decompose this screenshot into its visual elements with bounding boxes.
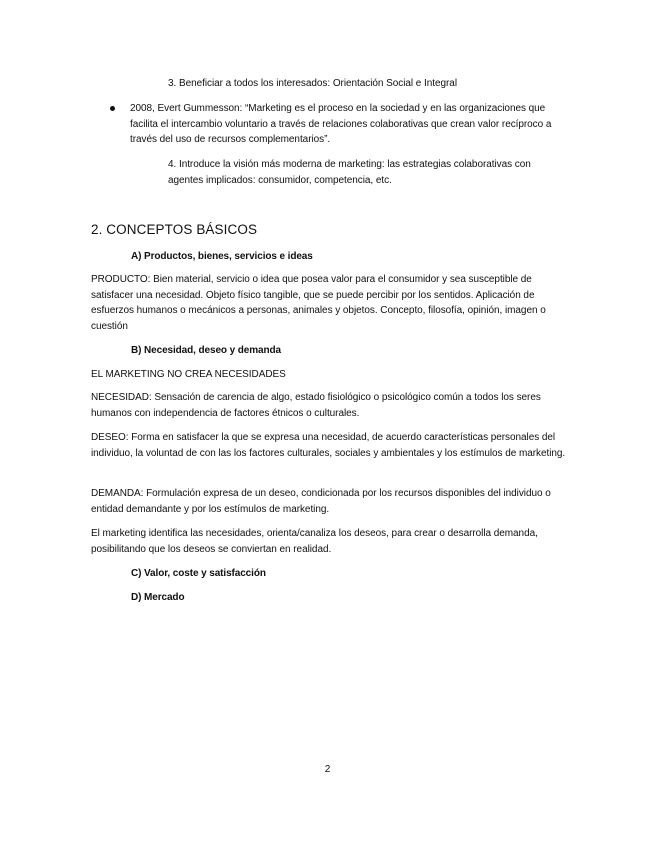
marketing-identifica: El marketing identifica las necesidades, orienta/canaliza los deseos, para crear o desarrolla demanda, posibilitando que los deseos se conviertan en realidad. (91, 528, 538, 555)
demanda-definition: DEMANDA: Formulación expresa de un deseo, condicionada por los recursos disponibles del individuo o entidad demandante y por los estímulos de marketing. (91, 488, 551, 515)
list-item-4: 4. Introduce la visión más moderna de marketing: las estrategias colaborativas con agentes implicados: consumidor, competencia, etc. (168, 159, 531, 186)
gummesson-definition: 2008, Evert Gummesson: “Marketing es el proceso en la sociedad y en las organizaciones que facilita el intercambio voluntario a través de relaciones colaborativas que crean valor recíproco a través del uso de recursos complementarios”. (130, 103, 552, 146)
deseo-definition: DESEO: Forma en satisfacer la que se expresa una necesidad, de acuerdo características personales del individuo, la voluntad de con las los factores culturales, sociales y ambientales y los estímulos de marketing. (91, 432, 566, 459)
no-crea-necesidades: EL MARKETING NO CREA NECESIDADES (91, 369, 286, 380)
section-title: 2. CONCEPTOS BÁSICOS (91, 222, 258, 237)
producto-definition: PRODUCTO: Bien material, servicio o idea que posea valor para el consumidor y sea susceptible de satisfacer una necesidad. Objeto físico tangible, que se puede percibir por los sentidos. Aplicación de esfuerzos humanos o mecánicos a personas, animales y objetos. Concepto, filosofía, opinión, imagen o cuestión (91, 274, 546, 332)
page-number: 2 (324, 764, 331, 775)
subheading-a: A) Productos, bienes, servicios e ideas (131, 251, 313, 262)
bullet-icon (110, 106, 115, 111)
subheading-d: D) Mercado (131, 592, 185, 603)
necesidad-definition: NECESIDAD: Sensación de carencia de algo, estado fisiológico o psicológico común a todos los seres humanos con independencia de factores étnicos o culturales. (91, 392, 541, 419)
list-item-3: 3. Beneficiar a todos los interesados: Orientación Social e Integral (168, 78, 457, 89)
subheading-c: C) Valor, coste y satisfacción (131, 568, 266, 579)
subheading-b: B) Necesidad, deseo y demanda (131, 345, 281, 356)
